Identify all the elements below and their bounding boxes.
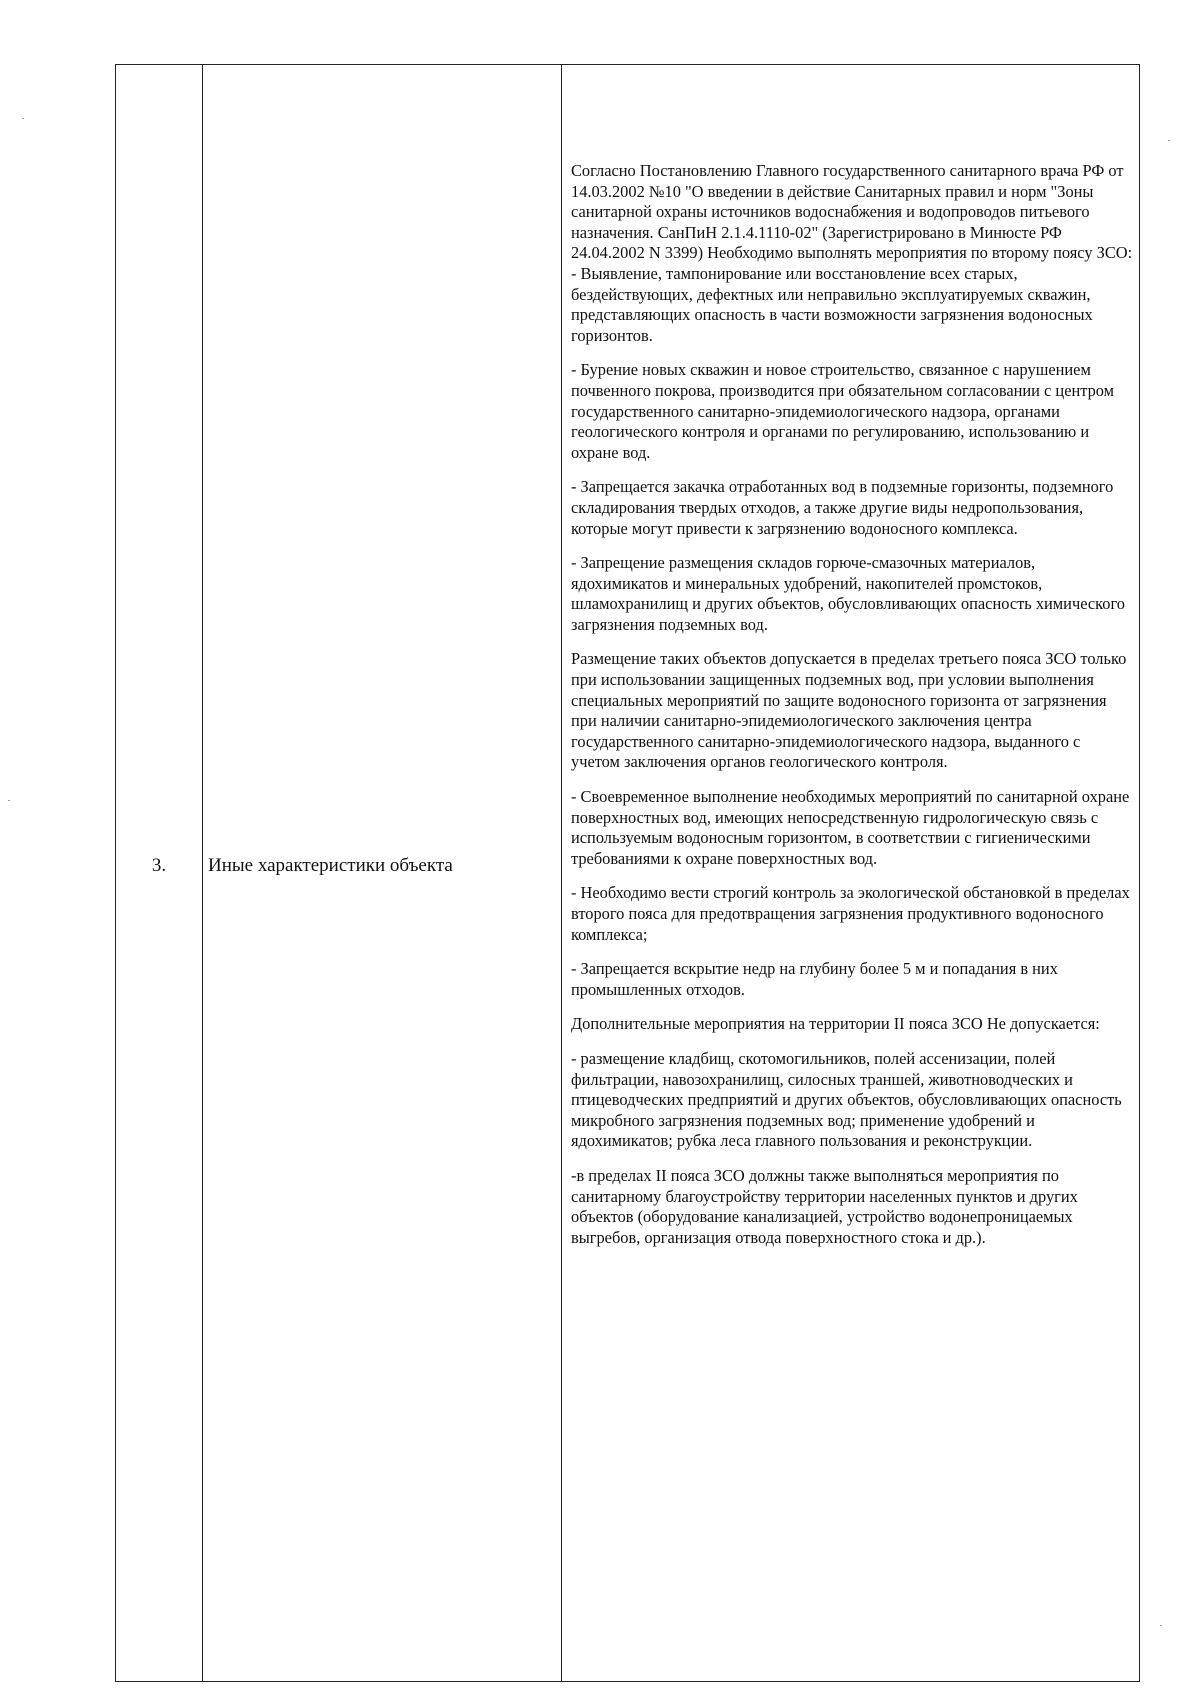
content-paragraph: - Бурение новых скважин и новое строительство, связанное с нарушением почвенного покрова, производится при обязательном согласовании с центром государственного санитарно-эпидемиологического надзора, органами геологического контроля и органами по регулированию, использованию и охране вод.: [571, 360, 1115, 462]
scan-speck: [8, 800, 10, 801]
content-paragraph: - Запрещение размещения складов горюче-смазочных материалов, ядохимикатов и минеральных удобрений, накопителей промстоков, шламохранилищ и других объектов, обусловливающих опасность химического загрязнения подземных вод.: [571, 553, 1125, 634]
scan-speck: [1168, 140, 1170, 141]
scan-speck: [22, 118, 24, 119]
column-divider-1: [202, 65, 203, 1681]
content-paragraph: Дополнительные мероприятия на территории II пояса ЗСО Не допускается:: [571, 1014, 1100, 1034]
scan-speck: [1160, 1625, 1162, 1626]
content-paragraph: -в пределах II пояса ЗСО должны также выполняться мероприятия по санитарному благоустройству территории населенных пунктов и других объектов (оборудование канализацией, устройство водонепроницаемых выгребов, организация отвода поверхностного стока и др.).: [571, 1165, 1078, 1247]
row-title: Иные характеристики объекта: [208, 855, 453, 876]
content-paragraph: Согласно Постановлению Главного государственного санитарного врача РФ от 14.03.2002 №10 "О введении в действие Санитарных правил и норм "Зоны санитарной охраны источников водоснабжения и водопроводов питьевого назначения. СанПиН 2.1.4.1110-02" (Зарегистрировано в Минюсте РФ 24.04.2002 N 3399) Необходимо выполнять мероприятия по второму поясу ЗСО: - Выявление, тампонирование или восстановление всех старых, бездействующих, дефектных или неправильно эксплуатируемых скважин, представляющих опасность в части возможности загрязнения водоносных горизонтов.: [571, 161, 1133, 345]
content-paragraph: - Своевременное выполнение необходимых мероприятий по санитарной охране поверхностных вод, имеющих непосредственную гидрологическую связь с используемым водоносным горизонтом, в соответствии с гигиеническими требованиями к охране поверхностных вод.: [571, 787, 1130, 868]
content-paragraph: - Запрещается закачка отработанных вод в подземные горизонты, подземного складирования твердых отходов, а также другие виды недропользования, которые могут привести к загрязнению водоносного комплекса.: [571, 477, 1114, 538]
content-paragraph: - Запрещается вскрытие недр на глубину более 5 м и попадания в них промышленных отходов.: [571, 959, 1058, 999]
characteristics-table: [115, 64, 1140, 1682]
content-paragraph: Размещение таких объектов допускается в пределах третьего пояса ЗСО только при использовании защищенных подземных вод, при условии выполнения специальных мероприятий по защите водоносного горизонта от загрязнения при наличии санитарно-эпидемиологического заключения центра государственного санитарно-эпидемиологического надзора, выданного с учетом заключения органов геологического контроля.: [571, 649, 1127, 772]
content-paragraph: - Необходимо вести строгий контроль за экологической обстановкой в пределах второго пояса для предотвращения загрязнения продуктивного водоносного комплекса;: [571, 883, 1130, 944]
column-divider-2: [561, 65, 562, 1681]
row-content: [571, 161, 1133, 1262]
content-paragraph: - размещение кладбищ, скотомогильников, полей ассенизации, полей фильтрации, навозохранилищ, силосных траншей, животноводческих и птицеводческих предприятий и других объектов, обусловливающих опасность микробного загрязнения подземных вод; применение удобрений и ядохимикатов; рубка леса главного пользования и реконструкции.: [571, 1048, 1122, 1151]
row-number: 3.: [151, 855, 167, 876]
